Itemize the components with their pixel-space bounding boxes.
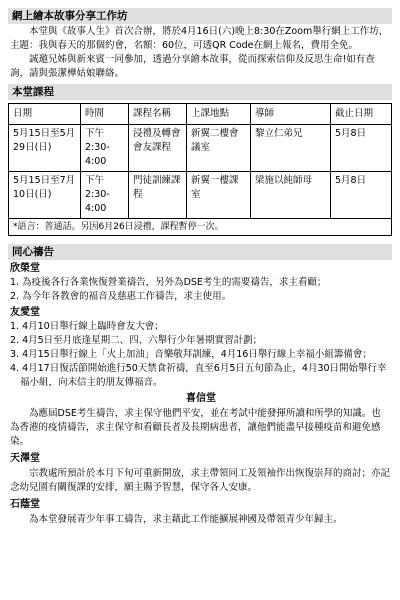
list-item: 1. 為疫後各行各業恢復營業禱告，另外為DSE考生的需要禱告，求主看顧； bbox=[10, 277, 327, 288]
col-header-tutor: 導師 bbox=[251, 104, 331, 125]
event-title: 網上繪本故事分享工作坊 bbox=[8, 8, 392, 24]
event-paragraph-2: 誠邀兄姊與新來賓一同參加，透過分享繪本故事，從而探索信仰及反思生命!如有查詢，請與張潔樺姑娘聯絡。 bbox=[10, 54, 375, 79]
course-date: 5月15日至5月29日(日) bbox=[9, 125, 81, 172]
event-paragraph-1: 本堂與《故事人生》首次合辦，將於4月16日(六)晚上8:30在Zoom舉行網上工作坊，主題：我與春天的那個約會，名額：60位，可透QR Code在網上報名，費用全免。 bbox=[10, 26, 389, 51]
church-name-tianze: 天澤堂 bbox=[10, 453, 40, 464]
event-description bbox=[8, 24, 392, 82]
courses-title: 本堂課程 bbox=[8, 84, 392, 100]
shiyin-prayer: 為本堂發展青少年事工禱告，求主藉此工作能擴展神國及帶領青少年歸主。 bbox=[29, 514, 343, 525]
list-item: 4. 4月17日復活節開始進行50天禁食祈禱，直至6月5日五旬節為止，4月30日開始舉行幸福小組，向未信主的朋友傳福音。 bbox=[10, 363, 387, 388]
col-header-date: 日期 bbox=[9, 104, 81, 125]
list-item: 2. 為今年各教會的福音及慈惠工作禱告，求主使用。 bbox=[10, 291, 232, 302]
col-header-course: 課程名稱 bbox=[129, 104, 187, 125]
table-row bbox=[9, 125, 392, 172]
courses-header-row bbox=[9, 104, 392, 125]
xixin-prayer: 為應屆DSE考生禱告，求主保守他們平安，並在考試中能發揮所讀和所學的知識。也為香港的疫情禱告，求主保守和看顧長者及長期病患者，讓他們能盡早接種疫苗和避免感染。 bbox=[10, 408, 381, 447]
table-row bbox=[9, 172, 392, 219]
course-name: 門徒訓練課程 bbox=[129, 172, 187, 219]
church-name-xinrong: 欣榮堂 bbox=[10, 263, 40, 274]
course-tutor: 黎立仁弟兄 bbox=[251, 125, 331, 172]
course-time: 下午2:30-4:00 bbox=[81, 172, 129, 219]
list-item: 1. 4月10日舉行線上臨時會友大會； bbox=[10, 321, 164, 332]
church-name-shiyin: 石蔭堂 bbox=[10, 499, 40, 510]
course-tutor: 梁施以純師母 bbox=[251, 172, 331, 219]
col-header-time: 時間 bbox=[81, 104, 129, 125]
course-time: 下午2:30-4:00 bbox=[81, 125, 129, 172]
church-name-youai: 友愛堂 bbox=[10, 307, 40, 318]
course-deadline: 5月8日 bbox=[331, 172, 392, 219]
course-deadline: 5月8日 bbox=[331, 125, 392, 172]
course-date: 5月15日至7月10日(日) bbox=[9, 172, 81, 219]
course-name: 浸禮及轉會會友課程 bbox=[129, 125, 187, 172]
spacer bbox=[8, 236, 392, 242]
col-header-deadline: 截止日期 bbox=[331, 104, 392, 125]
course-place: 新翼一樓課室 bbox=[187, 172, 251, 219]
list-item: 3. 4月15日舉行線上「火上加油」音樂敬拜訓練，4月16日舉行線上幸福小組籌備會； bbox=[10, 349, 372, 360]
tianze-prayer: 宗教處所預計於本月下旬可重新開放，求主帶領同工及領袖作出恢復崇拜的商討；亦記念幼兒園有關復課的安排，願主賜予智慧，保守各人安康。 bbox=[10, 468, 391, 493]
prayer-title: 同心禱告 bbox=[8, 244, 392, 260]
list-item: 2. 4月5日至月底逢星期二、四、六舉行少年暑期實習計劃； bbox=[10, 335, 263, 346]
courses-table bbox=[8, 103, 392, 219]
course-place: 新翼二樓會議室 bbox=[187, 125, 251, 172]
col-header-place: 上課地點 bbox=[187, 104, 251, 125]
church-name-xixin: 喜信堂 bbox=[186, 393, 216, 404]
courses-note: *語言：普通話。另因6月26日浸禮，課程暫停一次。 bbox=[8, 219, 392, 236]
